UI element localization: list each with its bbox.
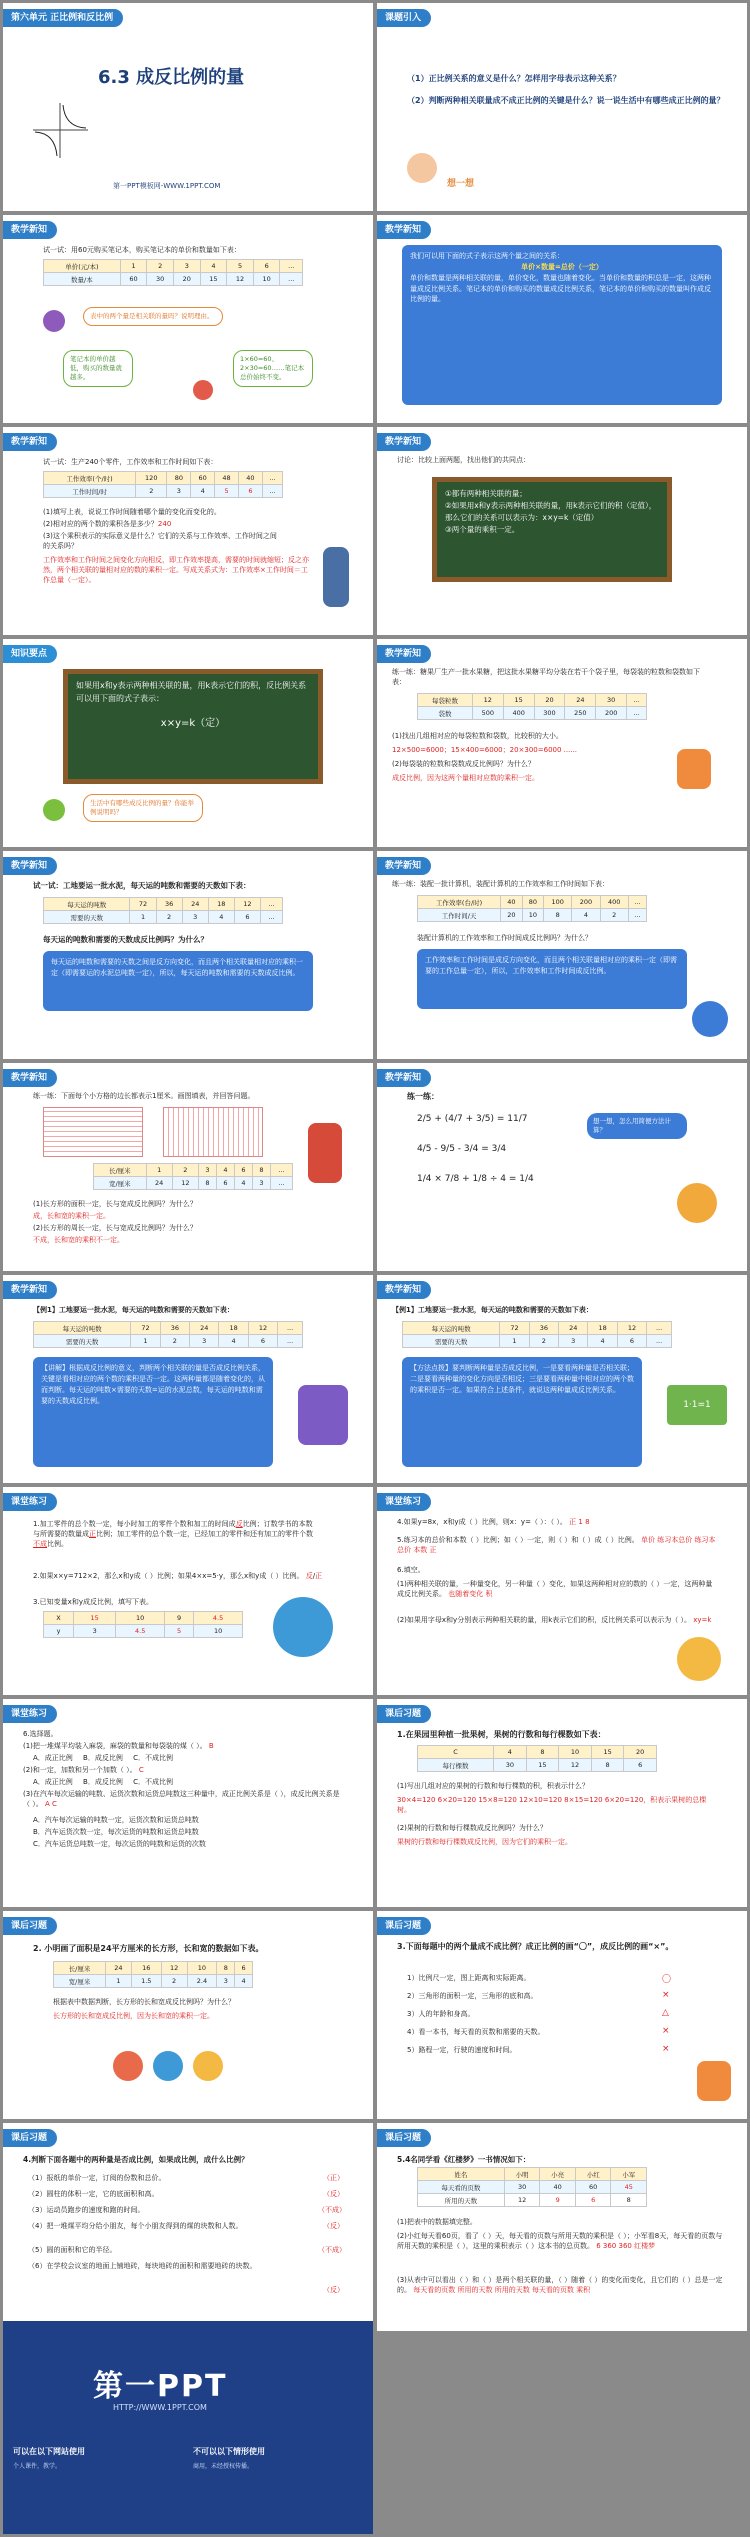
answer-bubble-1: 笔记本的单价越低，购买的数量就越多。 — [63, 350, 133, 387]
a2: 果树的行数和每行棵数成反比例，因为它们的乘积一定。 — [397, 1838, 572, 1846]
lead: 练一练： — [407, 1092, 439, 1101]
choice-3c: C．汽车运货总吨数一定，每次运货的吨数和运货的次数 — [33, 1840, 206, 1848]
brand-logo: 第一PPT — [93, 2369, 228, 2404]
choices-1: A．成正比例 B．成反比例 C．不成比例 — [33, 1754, 173, 1762]
q4: 4.如果y=8x，x和y成（ ）比例，则x：y=（ ）：（ ）。 正 1 8 — [397, 1518, 590, 1526]
q3: 3.已知变量x和y成反比例，填写下表。 — [33, 1598, 153, 1606]
cement-table: 每天运的吨数 72 36 24 18 12 ... 需要的天数 1 2 3 4 6 ... — [43, 897, 283, 924]
lead: 试一试：生产240个零件，工作效率和工作时间如下表： — [43, 458, 218, 466]
a3: 工作效率和工作时间之间变化方向相反，即工作效率提高，需要的时间就缩短；反之亦然，两个相关联的量相对应的数的乘积一定。写成关系式为：工作效率×工作时间＝工作总量（一定）。 — [43, 556, 309, 585]
equation-1: 2/5 + (4/7 + 3/5) = 11/7 — [417, 1114, 528, 1124]
question-bubble: 生活中有哪些成反比例的量？你能举例说明吗？ — [83, 794, 203, 822]
choices-2: A．成正比例 B．成反比例 C．不成比例 — [33, 1778, 173, 1786]
lead: 3.下面每题中的两个量成不成比例？成正比例的画“〇”，成反比例的画“×”。 — [397, 1942, 674, 1951]
slide-title — [3, 3, 373, 211]
lead: 4.判断下面各题中的两种量是否成比例，如果成比例，成什么比例？ — [23, 2155, 249, 2164]
q1: 1.加工零件的总个数一定，每小时加工的零件个数和加工的时间成反比例；订数学书的本数与所需要的数量成正比例；加工零件的总个数一定，已经加工的零件和还有加工的零件个数不成比例。 — [33, 1520, 313, 1549]
think-label: 想一想 — [447, 179, 475, 189]
hero-kid-icon — [308, 1123, 342, 1183]
kid-icon — [697, 2061, 731, 2101]
section-tag: 课后习题 — [3, 1917, 57, 1935]
item-5: 5）路程一定，行驶的速度和时间。 — [407, 2046, 517, 2054]
section-tag: 课题引入 — [377, 9, 431, 27]
q2: 2.如果x×y=712×2，那么x和y成（ ）比例；如果4×x=5·y，那么x和y成（ ）比例。 反/正 — [33, 1572, 323, 1580]
item-2: （2）圆柱的体积一定，它的底面积和高。 — [28, 2190, 159, 2198]
mark-2: × — [662, 1990, 670, 2000]
q6: 6.填空。 — [397, 1566, 425, 1574]
eggplant-icon — [43, 310, 65, 332]
text: 如果用x和y表示两种相关联的量，用k表示它们的积，反比例关系可以用下面的式子表示： — [76, 681, 307, 703]
section-tag: 课堂练习 — [3, 1493, 57, 1511]
cement-table: 每天运的吨数 72 36 24 18 12 ... 需要的天数 1 2 3 4 6 ... — [402, 1321, 672, 1348]
question: 装配计算机的工作效率和工作时间成反比例吗？为什么？ — [417, 934, 592, 942]
q6a: (1)两种相关联的量，一种量变化，另一种量（ ）变化，如果这两种相对应的数的（ ）一定，这两种量成反比例关系。 也随着变化 积 — [397, 1580, 713, 1599]
q1: (1)长方形的面积一定，长与宽成反比例吗？为什么？ — [33, 1200, 197, 1208]
section-tag: 课后习题 — [377, 2129, 431, 2147]
q5: 5.练习本的总价和本数（ ）比例；如（ ）一定，则（ ）和（ ）成（ ）比例。 单价 练习本总价 练习本总价 本数 正 — [397, 1536, 716, 1555]
section-tag: 教学新知 — [377, 1281, 431, 1299]
slide-example-1 — [3, 1275, 373, 1483]
lead: 5.4名同学看《红楼梦》一书情况如下： — [397, 2155, 531, 2164]
grid-figure-1 — [43, 1107, 143, 1157]
reading-kid-icon — [677, 1183, 717, 1223]
q2: (2)小红每天看60页，看了（ ）天，每天看的页数与所用天数的乘积是（ ）；小军看8天，每天看的页数与所用天数的乘积是（ ），这里的乘积表示（ ）这本书的总页数。 6 360 360 红楼梦 — [397, 2232, 723, 2251]
slide-key-point — [3, 639, 373, 847]
q2: (2)长方形的周长一定，长与宽成反比例吗？为什么？ — [33, 1224, 197, 1232]
cement-table: 每天运的吨数 72 36 24 18 12 ... 需要的天数 1 2 3 4 6 ... — [33, 1321, 303, 1348]
item-4: （4）把一堆煤平均分给小朋友，每个小朋友得到的煤的块数和人数。 — [28, 2222, 243, 2230]
section-tag: 教学新知 — [3, 1069, 57, 1087]
mark-1: 〇 — [662, 1975, 672, 1985]
section-tag: 教学新知 — [377, 433, 431, 451]
kid-icon-3 — [193, 2051, 223, 2081]
equation-3: 1/4 × 7/8 + 1/8 ÷ 4 = 1/4 — [417, 1174, 534, 1184]
slide-common-points — [377, 427, 747, 635]
question-2: （2）判断两种相关联量成不成正比例的关键是什么？说一说生活中有哪些成正比例的量？ — [407, 96, 725, 105]
formula: x×y=k（定） — [160, 717, 226, 729]
section-tag: 课堂练习 — [3, 1705, 57, 1723]
a2: 成反比例，因为这两个量相对应数的乘积一定。 — [392, 774, 539, 782]
section-tag: 课后习题 — [377, 1705, 431, 1723]
lesson-title: 6.3 成反比例的量 — [98, 67, 245, 88]
a2: 不成，长和宽的乘积不一定。 — [33, 1236, 124, 1244]
usage-forbidden-title: 不可以以下情形使用 — [193, 2447, 265, 2456]
q: 6.选择题。 — [23, 1730, 58, 1738]
lead: 练一练：糖果厂生产一批水果糖，把这批水果糖平均分装在若干个袋子里，每袋装的粒数和袋数如下表： — [392, 668, 700, 687]
teacher-icon — [323, 547, 349, 607]
q1: (1)把表中的数据填完整。 — [397, 2218, 477, 2226]
a1: 成，长和宽的乘积一定。 — [33, 1212, 110, 1220]
mark-5: × — [662, 2044, 670, 2054]
usage-forbidden-text: 商用，未经授权传播。 — [193, 2463, 254, 2470]
section-tag: 课后习题 — [377, 1917, 431, 1935]
q6b: (2)如果用字母x和y分别表示两种相关联的量，用k表示它们的积，反比例关系可以表示为（ ）。 xy=k — [397, 1616, 712, 1624]
section-tag: 教学新知 — [377, 221, 431, 239]
answer-bubble-2: 1×60=60、2×30=60……笔记本总价始终不变。 — [233, 350, 313, 387]
slide-practice-1 — [3, 1487, 373, 1695]
brand-url: HTTP://WWW.1PPT.COM — [113, 2403, 207, 2412]
item-1: (1)把一堆煤平均装入麻袋，麻袋的数量和每袋装的煤（ ）。 B — [23, 1742, 214, 1750]
lead: 试一试：用60元购买笔记本，购买笔记本的单价和数量如下表： — [43, 246, 241, 254]
answer-3: （不成） — [318, 2206, 346, 2214]
q2: (2)相对应的两个数的乘积各是多少？240 — [43, 520, 172, 528]
reading-table: 姓名 小明 小亮 小红 小军 每天看的页数 30 40 60 45 所用的天数 12 9 6 8 — [417, 2167, 647, 2207]
q3: (3)从表中可以看出（ ）和（ ）是两个相关联的量，（ ）随着（ ）的变化而变化，且它们的（ ）总是一定的。 每天看的页数 所用的天数 所用的天数 每天看的页数 乘积 — [397, 2276, 723, 2295]
item-1: （1）报纸的单价一定，订阅的份数和总价。 — [28, 2174, 166, 2182]
point-3: ③两个量的乘积一定。 — [445, 525, 520, 534]
slide-practice-2 — [377, 1487, 747, 1695]
cartoon-icon — [273, 1597, 333, 1657]
question-1: （1）正比例关系的意义是什么？怎样用字母表示这种关系？ — [407, 74, 621, 83]
q1: (1)找出几组相对应的每袋粒数和袋数，比较积的大小。 — [392, 732, 563, 740]
efficiency-table: 工作效率(个/时) 120 80 60 48 40 ... 工作时间/时 2 3 4 5 6 ... — [43, 471, 283, 498]
lead: 【例1】工地要运一批水泥，每天运的吨数和需要的天数如下表： — [392, 1306, 593, 1314]
lead: 2. 小明画了面积是24平方厘米的长方形，长和宽的数据如下表。 — [33, 1944, 264, 1953]
mark-3: △ — [662, 2008, 669, 2018]
usage-allowed-text: 个人课件，教学。 — [13, 2463, 62, 2470]
item-2: 2）三角形的面积一定，三角形的底和高。 — [407, 1992, 538, 2000]
slide-intro — [377, 3, 747, 211]
item-3: (3)在汽车每次运输的吨数、运货次数和运货总吨数这三种量中，成正比例关系是（ ），成反比例关系是（ ）。 A C — [23, 1790, 340, 1809]
item-1: 1）比例尺一定，图上距离和实际距离。 — [407, 1974, 531, 1982]
slide-definition — [377, 215, 747, 423]
point-1: ①都有两种相关联的量； — [445, 489, 527, 498]
student-icon — [677, 749, 711, 789]
choice-3b: B．汽车运货次数一定，每次运货的吨数和运货总吨数 — [33, 1828, 199, 1836]
a1: 12×500=6000；15×400=6000；20×300=6000 ...... — [392, 746, 578, 754]
section-tag: 教学新知 — [377, 857, 431, 875]
slide-homework-1 — [377, 1699, 747, 1907]
point-2: ②如果用x和y表示两种相关联的量，用k表示它们的积（定值），那么它们的关系可以表示为：x×y=k（定值） — [445, 501, 657, 522]
unit-tag: 第六单元 正比例和反比例 — [3, 9, 123, 27]
slide-homework-5 — [377, 2123, 747, 2331]
board-answer: 1·1=1 — [667, 1385, 727, 1425]
item-6: （6）在学校会议室的地面上铺地砖，每块地砖的面积和需要地砖的块数。 — [28, 2262, 257, 2270]
lead: 练一练：装配一批计算机，装配计算机的工作效率和工作时间如下表： — [392, 880, 609, 888]
blackboard — [63, 669, 323, 784]
slide-parts — [3, 427, 373, 635]
choice-3a: A．汽车每次运输的吨数一定，运货次数和运货总吨数 — [33, 1816, 199, 1824]
item-4: 4）看一本书，每天看的页数和需要的天数。 — [407, 2028, 545, 2036]
slide-homework-2 — [3, 1911, 373, 2119]
section-tag: 教学新知 — [3, 433, 57, 451]
answer-4: （反） — [323, 2222, 344, 2230]
definition-box — [402, 245, 722, 405]
slide-computer — [377, 851, 747, 1059]
kid-icon — [677, 1637, 721, 1681]
tree-table: C 4 8 10 15 20 每行棵数 30 15 12 8 6 — [417, 1745, 657, 1772]
slide-example-1-tip — [377, 1275, 747, 1483]
price-table: 单价(元/本) 1 2 3 4 5 6 ... 数量/本 60 30 20 15 12 10 ... — [43, 259, 303, 286]
method-box: 【方法点拨】要判断两种量是否成反比例，一是要看两种量是否相关联；二是要看两种量的变化方向是否相反；三是要看两种量中相对应的两个数的乘积是否一定。如果符合上述条件，就说这两种量成反比例关系。 — [402, 1357, 642, 1467]
cartoon-icon — [692, 1001, 728, 1037]
kid-with-books-icon — [298, 1385, 348, 1445]
formula: 单价×数量=总价（一定） — [521, 262, 603, 271]
thinking-kid-icon — [407, 153, 437, 183]
template-site: 第一PPT模板网-WWW.1PPT.COM — [113, 182, 221, 190]
question-bubble: 表中的两个量是相关联的量吗？说明理由。 — [83, 307, 223, 326]
section-tag: 课后习题 — [3, 2129, 57, 2147]
a1: 30×4=120 6×20=120 15×8=120 12×10=120 8×15=120 6×20=120，积表示果树的总棵树。 — [397, 1796, 707, 1815]
section-tag: 教学新知 — [3, 1281, 57, 1299]
slide-candy — [377, 639, 747, 847]
usage-allowed-title: 可以在以下网站使用 — [13, 2447, 85, 2456]
item-2: (2)和一定，加数和另一个加数（ ）。 C — [23, 1766, 144, 1774]
q1: (1)写出几组对应的果树的行数和每行棵数的积，积表示什么？ — [397, 1782, 589, 1790]
answer-1: （正） — [323, 2174, 344, 2182]
slide-rectangle — [3, 1063, 373, 1271]
answer-box: 工作效率和工作时间是成反方向变化，而且两个相关联量相对应的乘积一定（即需要的工作总量一定），所以，工作效率和工作时间成反比例。 — [417, 949, 687, 1009]
lead: 讨论：比较上面两题，找出他们的共同点： — [397, 456, 530, 464]
item-5: （5）圆的面积和它的半径。 — [28, 2246, 117, 2254]
mark-4: × — [662, 2026, 670, 2036]
grid-figure-2 — [163, 1107, 263, 1157]
slide-homework-4 — [3, 2123, 373, 2331]
q3: (3)这个乘积表示的实际意义是什么？它们的关系与工作效率、工作时间之间的关系吗？ — [43, 532, 277, 551]
text-1: 我们可以用下面的式子表示这两个量之间的关系： — [410, 252, 564, 260]
section-tag: 知识要点 — [3, 645, 57, 663]
q2: (2)每袋装的粒数和袋数成反比例吗？为什么？ — [392, 760, 535, 768]
kid-icon-1 — [113, 2051, 143, 2081]
fill-table: X 15 10 9 4.5 y 3 4.5 5 10 — [43, 1611, 243, 1638]
answer-2: （反） — [323, 2190, 344, 2198]
answer-6: （反） — [323, 2286, 344, 2294]
section-tag: 教学新知 — [3, 221, 57, 239]
answer: 长方形的长和宽成反比例，因为长和宽的乘积一定。 — [53, 2012, 214, 2020]
slide-calc — [377, 1063, 747, 1271]
lead: 练一练：下面每个小方格的边长都表示1厘米。画图填表，并回答问题。 — [33, 1092, 255, 1100]
lead: 试一试：工地要运一批水泥，每天运的吨数和需要的天数如下表： — [33, 881, 251, 890]
blackboard — [432, 477, 672, 582]
q1: (1)填写上表，说说工作时间随着哪个量的变化而变化的。 — [43, 508, 221, 516]
question: 每天运的吨数和需要的天数成反比例吗？为什么？ — [43, 935, 208, 944]
q2: (2)果树的行数和每行棵数成反比例吗？为什么？ — [397, 1824, 547, 1832]
text-2: 单价和数量是两种相关联的量，单价变化，数量也随着变化。当单价和数量的积总是一定，这两种量成反比例关系。笔记本的单价和购买的数量成反比例关系，笔记本的单价和购买的数量叫作成反比例的量。 — [410, 273, 711, 304]
slide-notebook — [3, 215, 373, 423]
hyperbola-graph-icon — [33, 103, 88, 158]
explanation-box: 【讲解】根据成反比例的意义，判断两个相关联的量是否成反比例关系，关键是看相对应的两个数的乘积是否一定。这两种量都是随着变化的，从而判断。每天运的吨数×需要的天数=运的水泥总数，每天运的吨数和需要的天数成反比例。 — [33, 1357, 273, 1467]
computer-table: 工作效率(台/时) 40 80 100 200 400 ... 工作时间/天 20 10 8 4 2 ... — [417, 895, 647, 922]
equation-2: 4/5 - 9/5 - 3/4 = 3/4 — [417, 1144, 507, 1154]
template-footer — [3, 2321, 373, 2534]
plant-icon — [43, 799, 65, 821]
rectangle-table: 长/厘米 24 16 12 10 8 6 宽/厘米 1 1.5 2 2.4 3 4 — [53, 1961, 253, 1988]
lead: 1.在果园里种植一批果树，果树的行数和每行棵数如下表： — [397, 1730, 606, 1739]
candy-table: 每袋粒数 12 15 20 24 30 ... 袋数 500 400 300 250 200 ... — [417, 693, 647, 720]
lead: 【例1】工地要运一批水泥，每天运的吨数和需要的天数如下表： — [33, 1306, 234, 1314]
item-3: （3）运动员跑步的速度和跑的时间。 — [28, 2206, 145, 2214]
section-tag: 教学新知 — [377, 1069, 431, 1087]
hint-bubble: 想一想，怎么用简便方法计算？ — [587, 1113, 687, 1139]
answer-5: （不成） — [318, 2246, 346, 2254]
item-3: 3）人的年龄和身高。 — [407, 2010, 475, 2018]
slide-homework-3 — [377, 1911, 747, 2119]
kid-icon-2 — [153, 2051, 183, 2081]
slide-cement — [3, 851, 373, 1059]
rect-table: 长/厘米 1 2 3 4 6 8 ... 宽/厘米 24 12 8 6 4 3 ... — [93, 1163, 293, 1190]
section-tag: 课堂练习 — [377, 1493, 431, 1511]
slide-choice — [3, 1699, 373, 1907]
section-tag: 教学新知 — [377, 645, 431, 663]
section-tag: 教学新知 — [3, 857, 57, 875]
question: 根据表中数据判断，长方形的长和宽成反比例吗？为什么？ — [53, 1998, 235, 2006]
tomato-icon — [193, 380, 213, 400]
answer-box: 每天运的吨数和需要的天数之间是反方向变化，而且两个相关联量相对应的乘积一定（即需要运的水泥总吨数一定），所以，每天运的吨数和需要的天数成反比例。 — [43, 951, 313, 1011]
